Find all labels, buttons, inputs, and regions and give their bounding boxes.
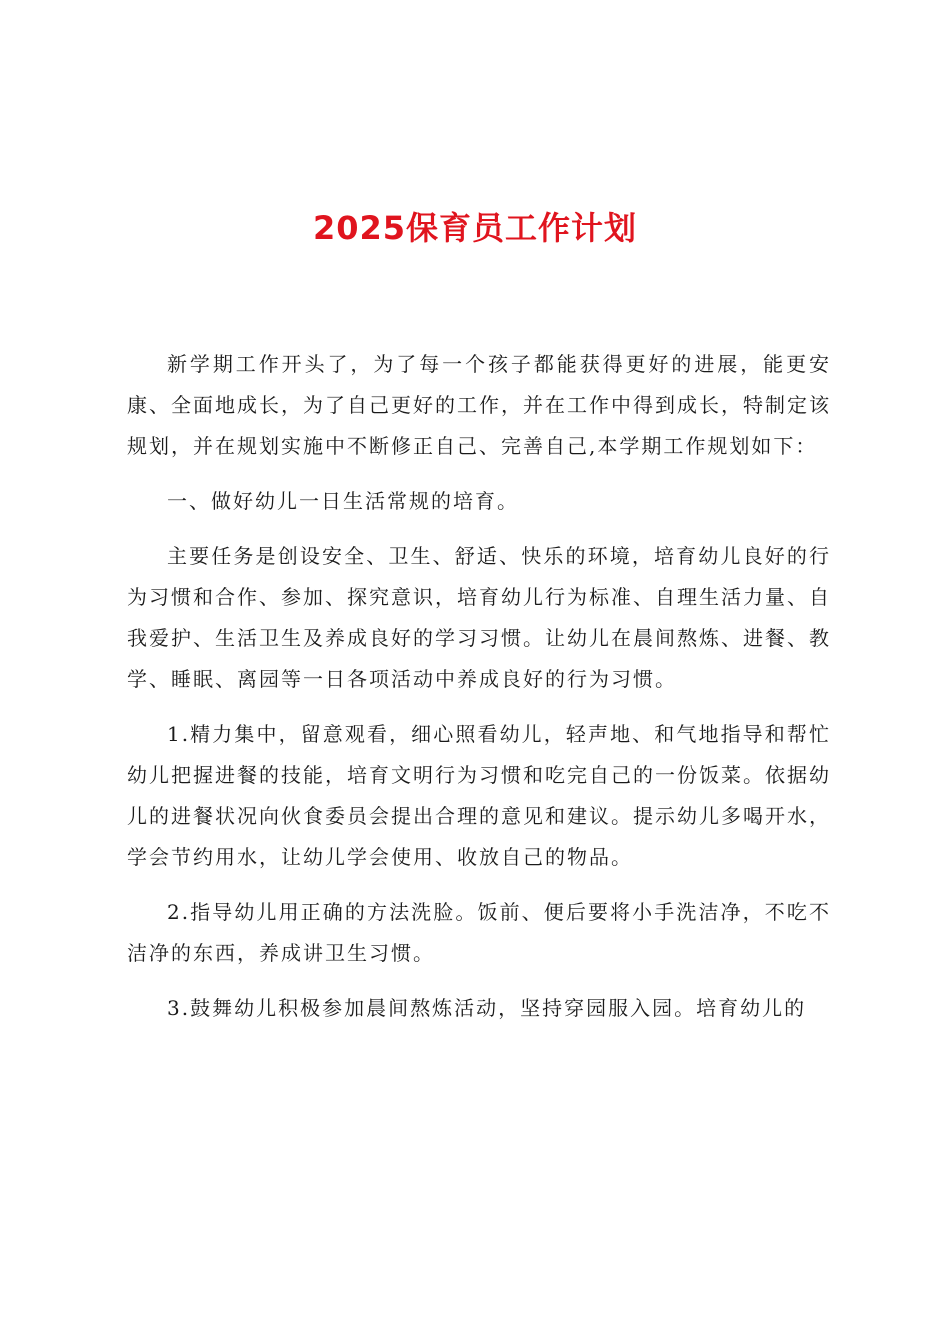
section-heading-1: 一、做好幼儿一日生活常规的培育。 [167, 489, 519, 513]
document-body [127, 344, 831, 1043]
paragraph-item-3: 3.鼓舞幼儿积极参加晨间熬炼活动，坚持穿园服入园。培育幼儿的 [167, 996, 807, 1020]
paragraph-item-2: 2.指导幼儿用正确的方法洗脸。饭前、便后要将小手洗洁净，不吃不洁净的东西，养成讲卫生习惯。 [127, 900, 831, 965]
paragraph-item-1: 1.精力集中，留意观看，细心照看幼儿，轻声地、和气地指导和帮忙幼儿把握进餐的技能，培育文明行为习惯和吃完自己的一份饭菜。依据幼儿的进餐状况向伙食委员会提出合理的意见和建议。提示幼儿多喝开水，学会节约用水，让幼儿学会使用、收放自己的物品。 [127, 722, 831, 869]
paragraph-intro: 新学期工作开头了，为了每一个孩子都能获得更好的进展，能更安康、全面地成长，为了自己更好的工作，并在工作中得到成长，特制定该规划，并在规划实施中不断修正自己、完善自己,本学期工作规划如下： [127, 352, 831, 458]
document-title: 2025保育员工作计划 [312, 209, 638, 247]
paragraph-main-tasks: 主要任务是创设安全、卫生、舒适、快乐的环境，培育幼儿良好的行为习惯和合作、参加、探究意识，培育幼儿行为标准、自理生活力量、自我爱护、生活卫生及养成良好的学习习惯。让幼儿在晨间熬炼、进餐、教学、睡眠、离园等一日各项活动中养成良好的行为习惯。 [127, 544, 831, 691]
